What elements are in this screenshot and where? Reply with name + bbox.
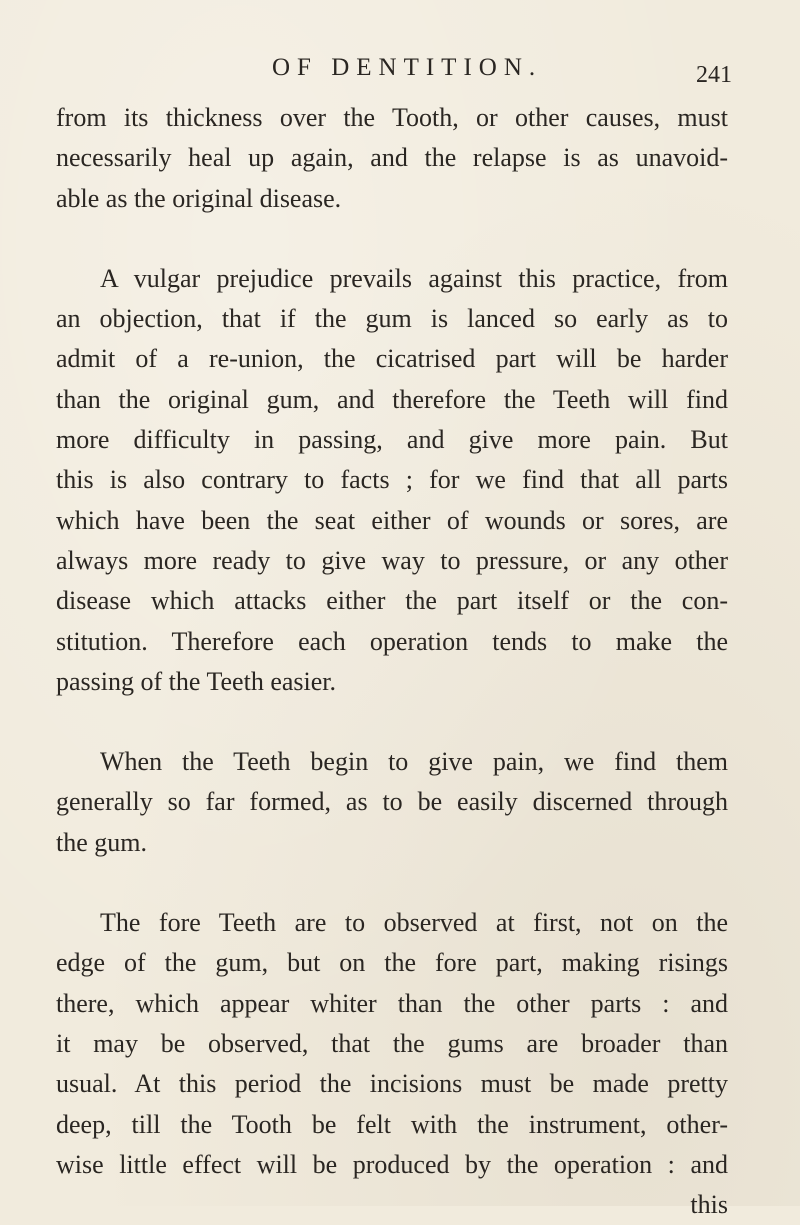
text-line: deep, till the Tooth be felt with the instrument, other-: [56, 1109, 728, 1139]
text-line: which have been the seat either of wounds or sores, are: [56, 505, 728, 535]
text-line: generally so far formed, as to be easily discerned through: [56, 787, 728, 817]
text-line: usual. At this period the incisions must be made pretty: [56, 1069, 728, 1099]
text-line: this is also contrary to facts ; for we find that all parts: [56, 465, 728, 495]
text-line: When the Teeth begin to give pain, we find them: [100, 747, 728, 777]
body-text: [56, 98, 728, 1225]
text-line: it may be observed, that the gums are broader than: [56, 1028, 728, 1058]
paragraph-4: [56, 903, 728, 1225]
text-line: disease which attacks either the part itself or the con-: [56, 586, 728, 616]
text-line: stitution. Therefore each operation tends to make the: [56, 626, 728, 656]
text-line: edge of the gum, but on the fore part, making risings: [56, 948, 728, 978]
text-line: admit of a re-union, the cicatrised part will be harder: [56, 344, 728, 374]
text-line: always more ready to give way to pressure, or any other: [56, 545, 728, 575]
text-line: wise little effect will be produced by the operation : and: [56, 1149, 728, 1179]
text-line: The fore Teeth are to observed at first, not on the: [100, 908, 728, 938]
text-line: more difficulty in passing, and give more pain. But: [56, 425, 728, 455]
paragraph-3: [56, 742, 728, 863]
paragraph-2: [56, 259, 728, 702]
text-line: A vulgar prejudice prevails against this practice, from: [100, 263, 728, 293]
text-line: from its thickness over the Tooth, or other causes, must: [56, 103, 728, 132]
page-number: 241: [696, 62, 732, 88]
running-head-title: OF DENTITION.: [272, 54, 543, 81]
text-line: passing of the Teeth easier.: [56, 666, 337, 696]
text-line: than the original gum, and therefore the Teeth will find: [56, 384, 728, 414]
catchword: this: [690, 1190, 728, 1220]
text-line: an objection, that if the gum is lanced so early as to: [56, 304, 728, 334]
paragraph-1: [56, 98, 728, 219]
text-line: there, which appear whiter than the other parts : and: [56, 988, 728, 1018]
text-line: able as the original disease.: [56, 183, 342, 213]
running-head: [0, 48, 800, 88]
text-line: the gum.: [56, 827, 147, 857]
text-line: necessarily heal up again, and the relapse is as unavoid-: [56, 143, 728, 173]
